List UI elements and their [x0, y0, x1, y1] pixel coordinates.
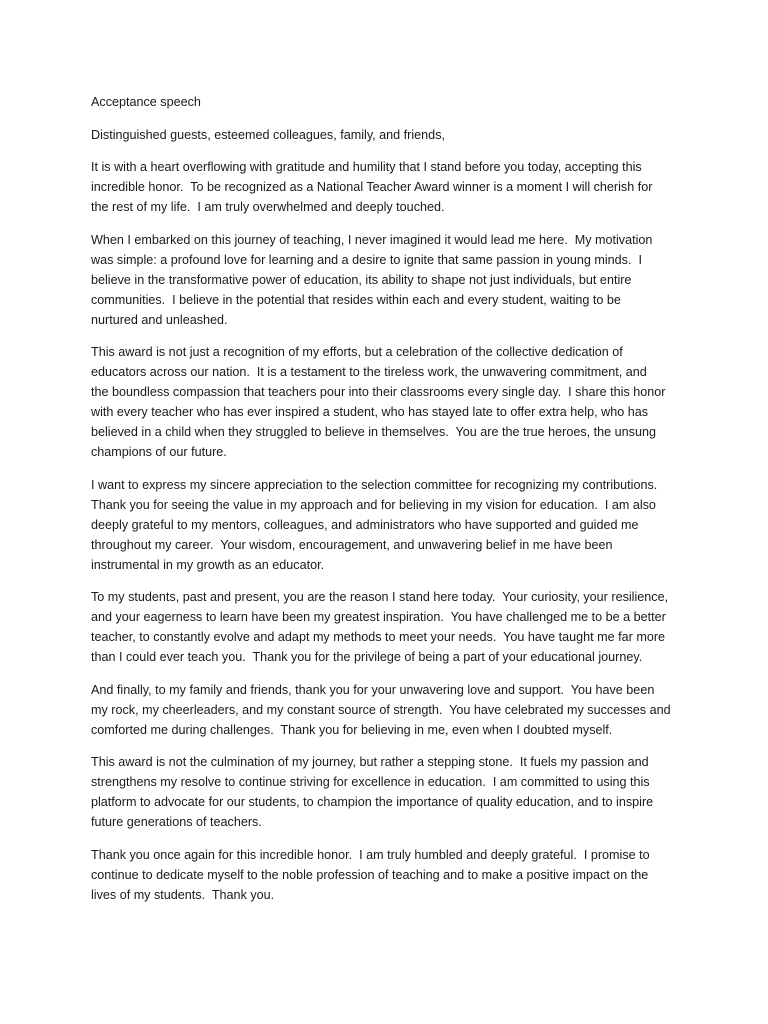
paragraph-line: believed in a child when they struggled to believe in themselves. You are the true heroes, the unsung — [91, 425, 656, 439]
paragraph-line: with every teacher who has ever inspired a student, who has stayed late to offer extra help, who has — [91, 405, 649, 419]
paragraph-line: And finally, to my family and friends, thank you for your unwavering love and support. You have been — [91, 682, 655, 697]
paragraph-line: and your eagerness to learn have been my greatest inspiration. You have challenged me to be a better — [91, 610, 666, 624]
paragraph-line: throughout my career. Your wisdom, encouragement, and unwavering belief in me have been — [91, 537, 613, 552]
paragraph-line: Thank you for seeing the value in my approach and for believing in my vision for education. I am also — [91, 497, 656, 512]
speech-paragraph — [91, 587, 681, 667]
paragraph-line: I want to express my sincere appreciation to the selection committee for recognizing my contributions. — [91, 477, 658, 492]
paragraph-line: communities. I believe in the potential that resides within each and every student, waiting to be — [91, 292, 621, 307]
paragraph-line: strengthens my resolve to continue striving for excellence in education. I am committed to using this — [91, 775, 650, 789]
paragraph-line: deeply grateful to my mentors, colleagues, and administrators who have supported and guided me — [91, 517, 639, 532]
paragraph-line: comforted me during challenges. Thank you for believing in me, even when I doubted myself. — [91, 722, 613, 737]
paragraph-line: champions of our future. — [91, 445, 227, 459]
paragraph-line: Thank you once again for this incredible honor. I am truly humbled and deeply grateful. I promise to — [91, 847, 650, 862]
paragraph-line: teacher, to constantly evolve and adapt my methods to meet your needs. You have taught me far more — [91, 630, 666, 644]
speech-paragraph — [91, 680, 681, 740]
speech-paragraphs — [91, 125, 681, 905]
speech-paragraph — [91, 475, 681, 575]
paragraph-line: lives of my students. Thank you. — [91, 887, 275, 902]
paragraph-line: This award is not just a recognition of my efforts, but a celebration of the collective dedication of — [91, 345, 623, 359]
paragraph-line: incredible honor. To be recognized as a National Teacher Award winner is a moment I will cherish for — [91, 180, 653, 194]
document-title-paragraph — [91, 92, 681, 112]
speech-paragraph — [91, 157, 681, 217]
document-title: Acceptance speech — [91, 95, 201, 109]
paragraph-line: than I could ever teach you. Thank you for the privilege of being a part of your educational journey. — [91, 650, 643, 664]
speech-paragraph — [91, 342, 681, 462]
paragraph-line: the rest of my life. I am truly overwhelmed and deeply touched. — [91, 200, 445, 214]
speech-paragraph — [91, 752, 681, 832]
document-body — [91, 92, 681, 917]
paragraph-line: continue to dedicate myself to the noble profession of teaching and to make a positive impact on the — [91, 867, 649, 882]
paragraph-line: To my students, past and present, you are the reason I stand here today. Your curiosity, your resilience, — [91, 590, 669, 604]
speech-paragraph — [91, 230, 681, 330]
speech-paragraph — [91, 845, 681, 905]
paragraph-line: nurtured and unleashed. — [91, 312, 228, 327]
paragraph-line: When I embarked on this journey of teaching, I never imagined it would lead me here. My motivation — [91, 232, 653, 247]
paragraph-line: It is with a heart overflowing with gratitude and humility that I stand before you today, accepting this — [91, 160, 642, 174]
paragraph-line: the boundless compassion that teachers pour into their classrooms every single day. I share this honor — [91, 385, 666, 399]
paragraph-line: believe in the transformative power of education, its ability to shape not just individuals, but entire — [91, 272, 632, 287]
paragraph-line: This award is not the culmination of my journey, but rather a stepping stone. It fuels my passion and — [91, 755, 649, 769]
paragraph-line: instrumental in my growth as an educator. — [91, 557, 325, 572]
paragraph-line: was simple: a profound love for learning and a desire to ignite that same passion in young minds. I — [91, 252, 642, 267]
paragraph-line: my rock, my cheerleaders, and my constant source of strength. You have celebrated my successes and — [91, 702, 671, 717]
paragraph-line: Distinguished guests, esteemed colleagues, family, and friends, — [91, 127, 445, 142]
paragraph-line: platform to advocate for our students, to champion the importance of quality education, and to inspire — [91, 795, 654, 809]
speech-paragraph — [91, 125, 681, 145]
paragraph-line: educators across our nation. It is a testament to the tireless work, the unwavering commitment, and — [91, 365, 647, 379]
paragraph-line: future generations of teachers. — [91, 815, 262, 829]
